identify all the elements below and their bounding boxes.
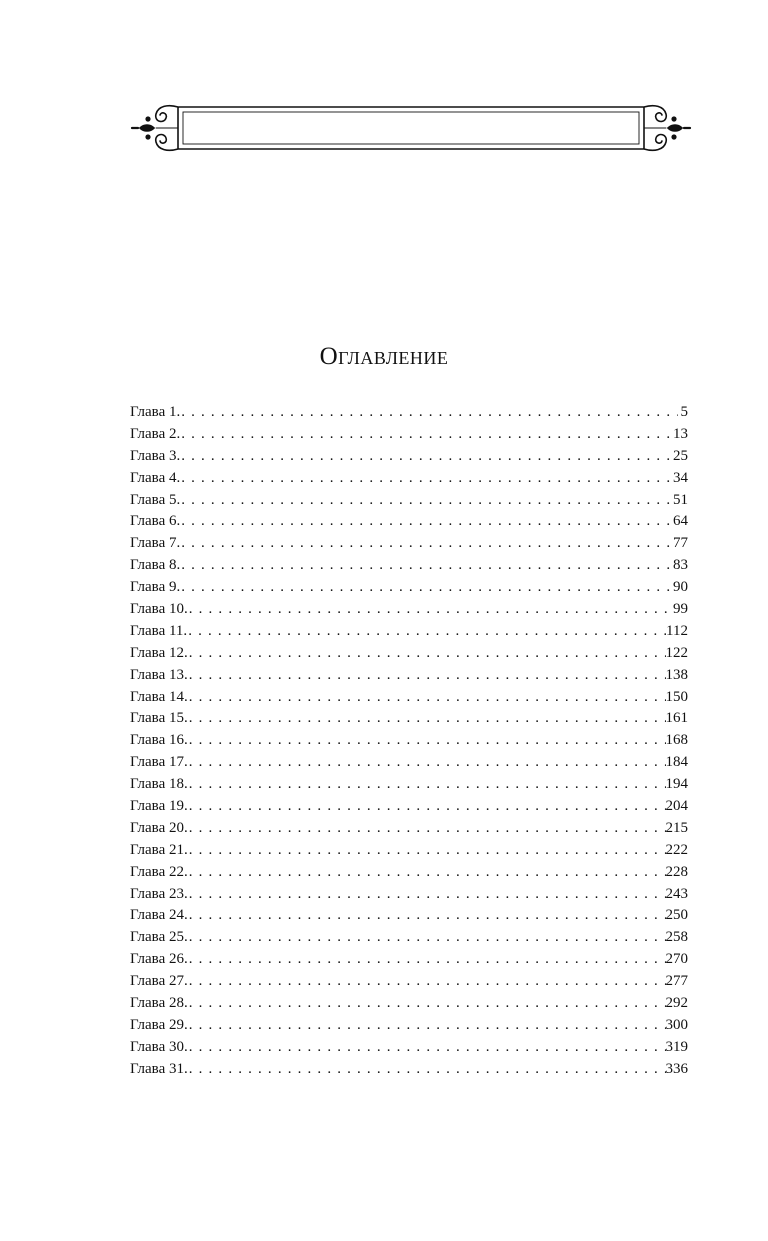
toc-entry[interactable] bbox=[130, 402, 688, 424]
toc-entry-page: 64 bbox=[673, 513, 688, 530]
toc-entry[interactable] bbox=[130, 840, 688, 862]
toc-entry-page: 122 bbox=[665, 644, 688, 661]
toc-entry[interactable] bbox=[130, 1059, 688, 1081]
toc-entry-label: Глава 16. bbox=[130, 732, 188, 749]
toc-entry-label: Глава 26. bbox=[130, 951, 188, 968]
toc-entry-page: 204 bbox=[665, 798, 688, 815]
toc-leader-dots bbox=[188, 971, 666, 993]
toc-entry[interactable] bbox=[130, 643, 688, 665]
toc-leader-dots bbox=[188, 862, 666, 884]
toc-leader-dots bbox=[180, 446, 673, 468]
toc-leader-dots bbox=[188, 1059, 666, 1081]
toc-entry[interactable] bbox=[130, 949, 688, 971]
toc-entry-label: Глава 25. bbox=[130, 929, 188, 946]
toc-entry[interactable] bbox=[130, 555, 688, 577]
toc-entry[interactable] bbox=[130, 687, 688, 709]
toc-leader-dots bbox=[188, 708, 666, 730]
toc-entry-label: Глава 17. bbox=[130, 754, 188, 771]
toc-entry-label: Глава 10. bbox=[130, 601, 188, 618]
toc-entry-page: 51 bbox=[673, 491, 688, 508]
toc-entry-label: Глава 5. bbox=[130, 491, 181, 508]
toc-entry-page: 13 bbox=[673, 425, 688, 442]
toc-entry[interactable] bbox=[130, 993, 688, 1015]
toc-entry-page: 300 bbox=[665, 1016, 688, 1033]
toc-entry-label: Глава 21. bbox=[130, 841, 188, 858]
toc-entry-label: Глава 9. bbox=[130, 579, 181, 596]
toc-entry-label: Глава 7. bbox=[130, 535, 181, 552]
toc-entry-page: 99 bbox=[673, 601, 688, 618]
toc-entry-label: Глава 14. bbox=[130, 688, 188, 705]
toc-entry-label: Глава 23. bbox=[130, 885, 188, 902]
toc-leader-dots bbox=[188, 730, 666, 752]
toc-leader-dots bbox=[188, 905, 666, 927]
toc-entry[interactable] bbox=[130, 599, 688, 621]
toc-leader-dots bbox=[188, 1037, 666, 1059]
toc-leader-dots bbox=[188, 643, 666, 665]
toc-entry-page: 5 bbox=[680, 404, 688, 420]
toc-entry[interactable] bbox=[130, 468, 688, 490]
toc-entry-page: 161 bbox=[665, 710, 688, 727]
toc-entry-page: 228 bbox=[665, 863, 688, 880]
toc-entry-page: 258 bbox=[665, 929, 688, 946]
right-flourish-icon bbox=[644, 106, 690, 151]
toc-entry-label: Глава 4. bbox=[130, 469, 181, 486]
toc-entry-page: 243 bbox=[665, 885, 688, 902]
toc-entry-page: 215 bbox=[665, 819, 688, 836]
toc-entry[interactable] bbox=[130, 927, 688, 949]
toc-entry-page: 83 bbox=[673, 557, 688, 574]
toc-entry-page: 168 bbox=[665, 732, 688, 749]
toc-entry-label: Глава 15. bbox=[130, 710, 188, 727]
toc-entry-page: 150 bbox=[665, 688, 688, 705]
toc-entry-page: 112 bbox=[666, 622, 688, 639]
toc-entry-label: Глава 13. bbox=[130, 666, 188, 683]
toc-entry-label: Глава 22. bbox=[130, 863, 188, 880]
toc-entry[interactable] bbox=[130, 424, 688, 446]
toc-entry[interactable] bbox=[130, 511, 688, 533]
toc-entry[interactable] bbox=[130, 708, 688, 730]
toc-entry[interactable] bbox=[130, 1037, 688, 1059]
toc-entry[interactable] bbox=[130, 577, 688, 599]
page-title: Оглавление bbox=[319, 343, 449, 370]
toc-entry-page: 77 bbox=[673, 535, 688, 552]
toc-leader-dots bbox=[188, 1015, 666, 1037]
toc-leader-dots bbox=[188, 840, 666, 862]
toc-leader-dots bbox=[180, 424, 673, 446]
toc-entry-label: Глава 2. bbox=[130, 425, 181, 442]
toc-leader-dots bbox=[180, 511, 673, 533]
toc-entry-page: 222 bbox=[665, 841, 688, 858]
toc-entry[interactable] bbox=[130, 665, 688, 687]
toc-entry[interactable] bbox=[130, 730, 688, 752]
toc-leader-dots bbox=[188, 752, 666, 774]
toc-entry-label: Глава 24. bbox=[130, 907, 188, 924]
toc-entry-page: 319 bbox=[665, 1038, 688, 1055]
toc-entry-label: Глава 28. bbox=[130, 995, 188, 1012]
toc-entry[interactable] bbox=[130, 446, 688, 468]
toc-leader-dots bbox=[188, 796, 666, 818]
toc-leader-dots bbox=[180, 577, 673, 599]
toc-entry-label: Глава 6. bbox=[130, 513, 181, 530]
toc-leader-dots bbox=[188, 665, 666, 687]
toc-entry-page: 336 bbox=[665, 1060, 688, 1077]
toc-leader-dots bbox=[188, 884, 666, 906]
left-flourish-icon bbox=[132, 106, 178, 151]
toc-entry[interactable] bbox=[130, 796, 688, 818]
toc-leader-dots bbox=[180, 555, 673, 577]
toc-entry[interactable] bbox=[130, 621, 688, 643]
toc-entry-page: 138 bbox=[665, 666, 688, 683]
toc-leader-dots bbox=[180, 402, 678, 424]
toc-leader-dots bbox=[187, 621, 666, 643]
toc-leader-dots bbox=[188, 687, 666, 709]
toc-entry-label: Глава 8. bbox=[130, 557, 181, 574]
toc-entry[interactable] bbox=[130, 774, 688, 796]
toc-entry[interactable] bbox=[130, 752, 688, 774]
toc-entry-page: 292 bbox=[665, 995, 688, 1012]
toc-entry-label: Глава 11. bbox=[130, 622, 188, 639]
toc-entry-page: 184 bbox=[665, 754, 688, 771]
toc-leader-dots bbox=[188, 993, 666, 1015]
toc-entry[interactable] bbox=[130, 490, 688, 512]
toc-entry-label: Глава 29. bbox=[130, 1016, 188, 1033]
toc-entry-page: 270 bbox=[665, 951, 688, 968]
toc-leader-dots bbox=[188, 949, 666, 971]
toc-leader-dots bbox=[180, 468, 673, 490]
toc-entry-label: Глава 19. bbox=[130, 798, 188, 815]
toc-leader-dots bbox=[180, 533, 673, 555]
toc-entry[interactable] bbox=[130, 818, 688, 840]
toc-entry-label: Глава 18. bbox=[130, 776, 188, 793]
toc-entry-label: Глава 30. bbox=[130, 1038, 188, 1055]
toc-entry-label: Глава 1. bbox=[130, 404, 181, 420]
toc-entry[interactable] bbox=[130, 905, 688, 927]
toc-entry-label: Глава 27. bbox=[130, 973, 188, 990]
toc-leader-dots bbox=[188, 599, 673, 621]
toc-entry-page: 90 bbox=[673, 579, 688, 596]
toc-entry[interactable] bbox=[130, 1015, 688, 1037]
header-ornament bbox=[128, 100, 694, 158]
toc-entry-page: 277 bbox=[665, 973, 688, 990]
toc-entry-page: 194 bbox=[665, 776, 688, 793]
toc-entry[interactable] bbox=[130, 884, 688, 906]
toc-entry-page: 34 bbox=[673, 469, 688, 486]
toc-entry-label: Глава 3. bbox=[130, 447, 181, 464]
toc-entry-label: Глава 20. bbox=[130, 819, 188, 836]
toc-leader-dots bbox=[188, 927, 666, 949]
toc-entry[interactable] bbox=[130, 971, 688, 993]
table-of-contents bbox=[130, 402, 688, 1081]
toc-entry-label: Глава 31. bbox=[130, 1060, 188, 1077]
toc-entry[interactable] bbox=[130, 533, 688, 555]
toc-entry[interactable] bbox=[130, 862, 688, 884]
toc-leader-dots bbox=[188, 818, 666, 840]
toc-entry-page: 250 bbox=[665, 907, 688, 924]
toc-entry-label: Глава 12. bbox=[130, 644, 188, 661]
toc-leader-dots bbox=[188, 774, 666, 796]
toc-entry-page: 25 bbox=[673, 447, 688, 464]
toc-leader-dots bbox=[180, 490, 673, 512]
